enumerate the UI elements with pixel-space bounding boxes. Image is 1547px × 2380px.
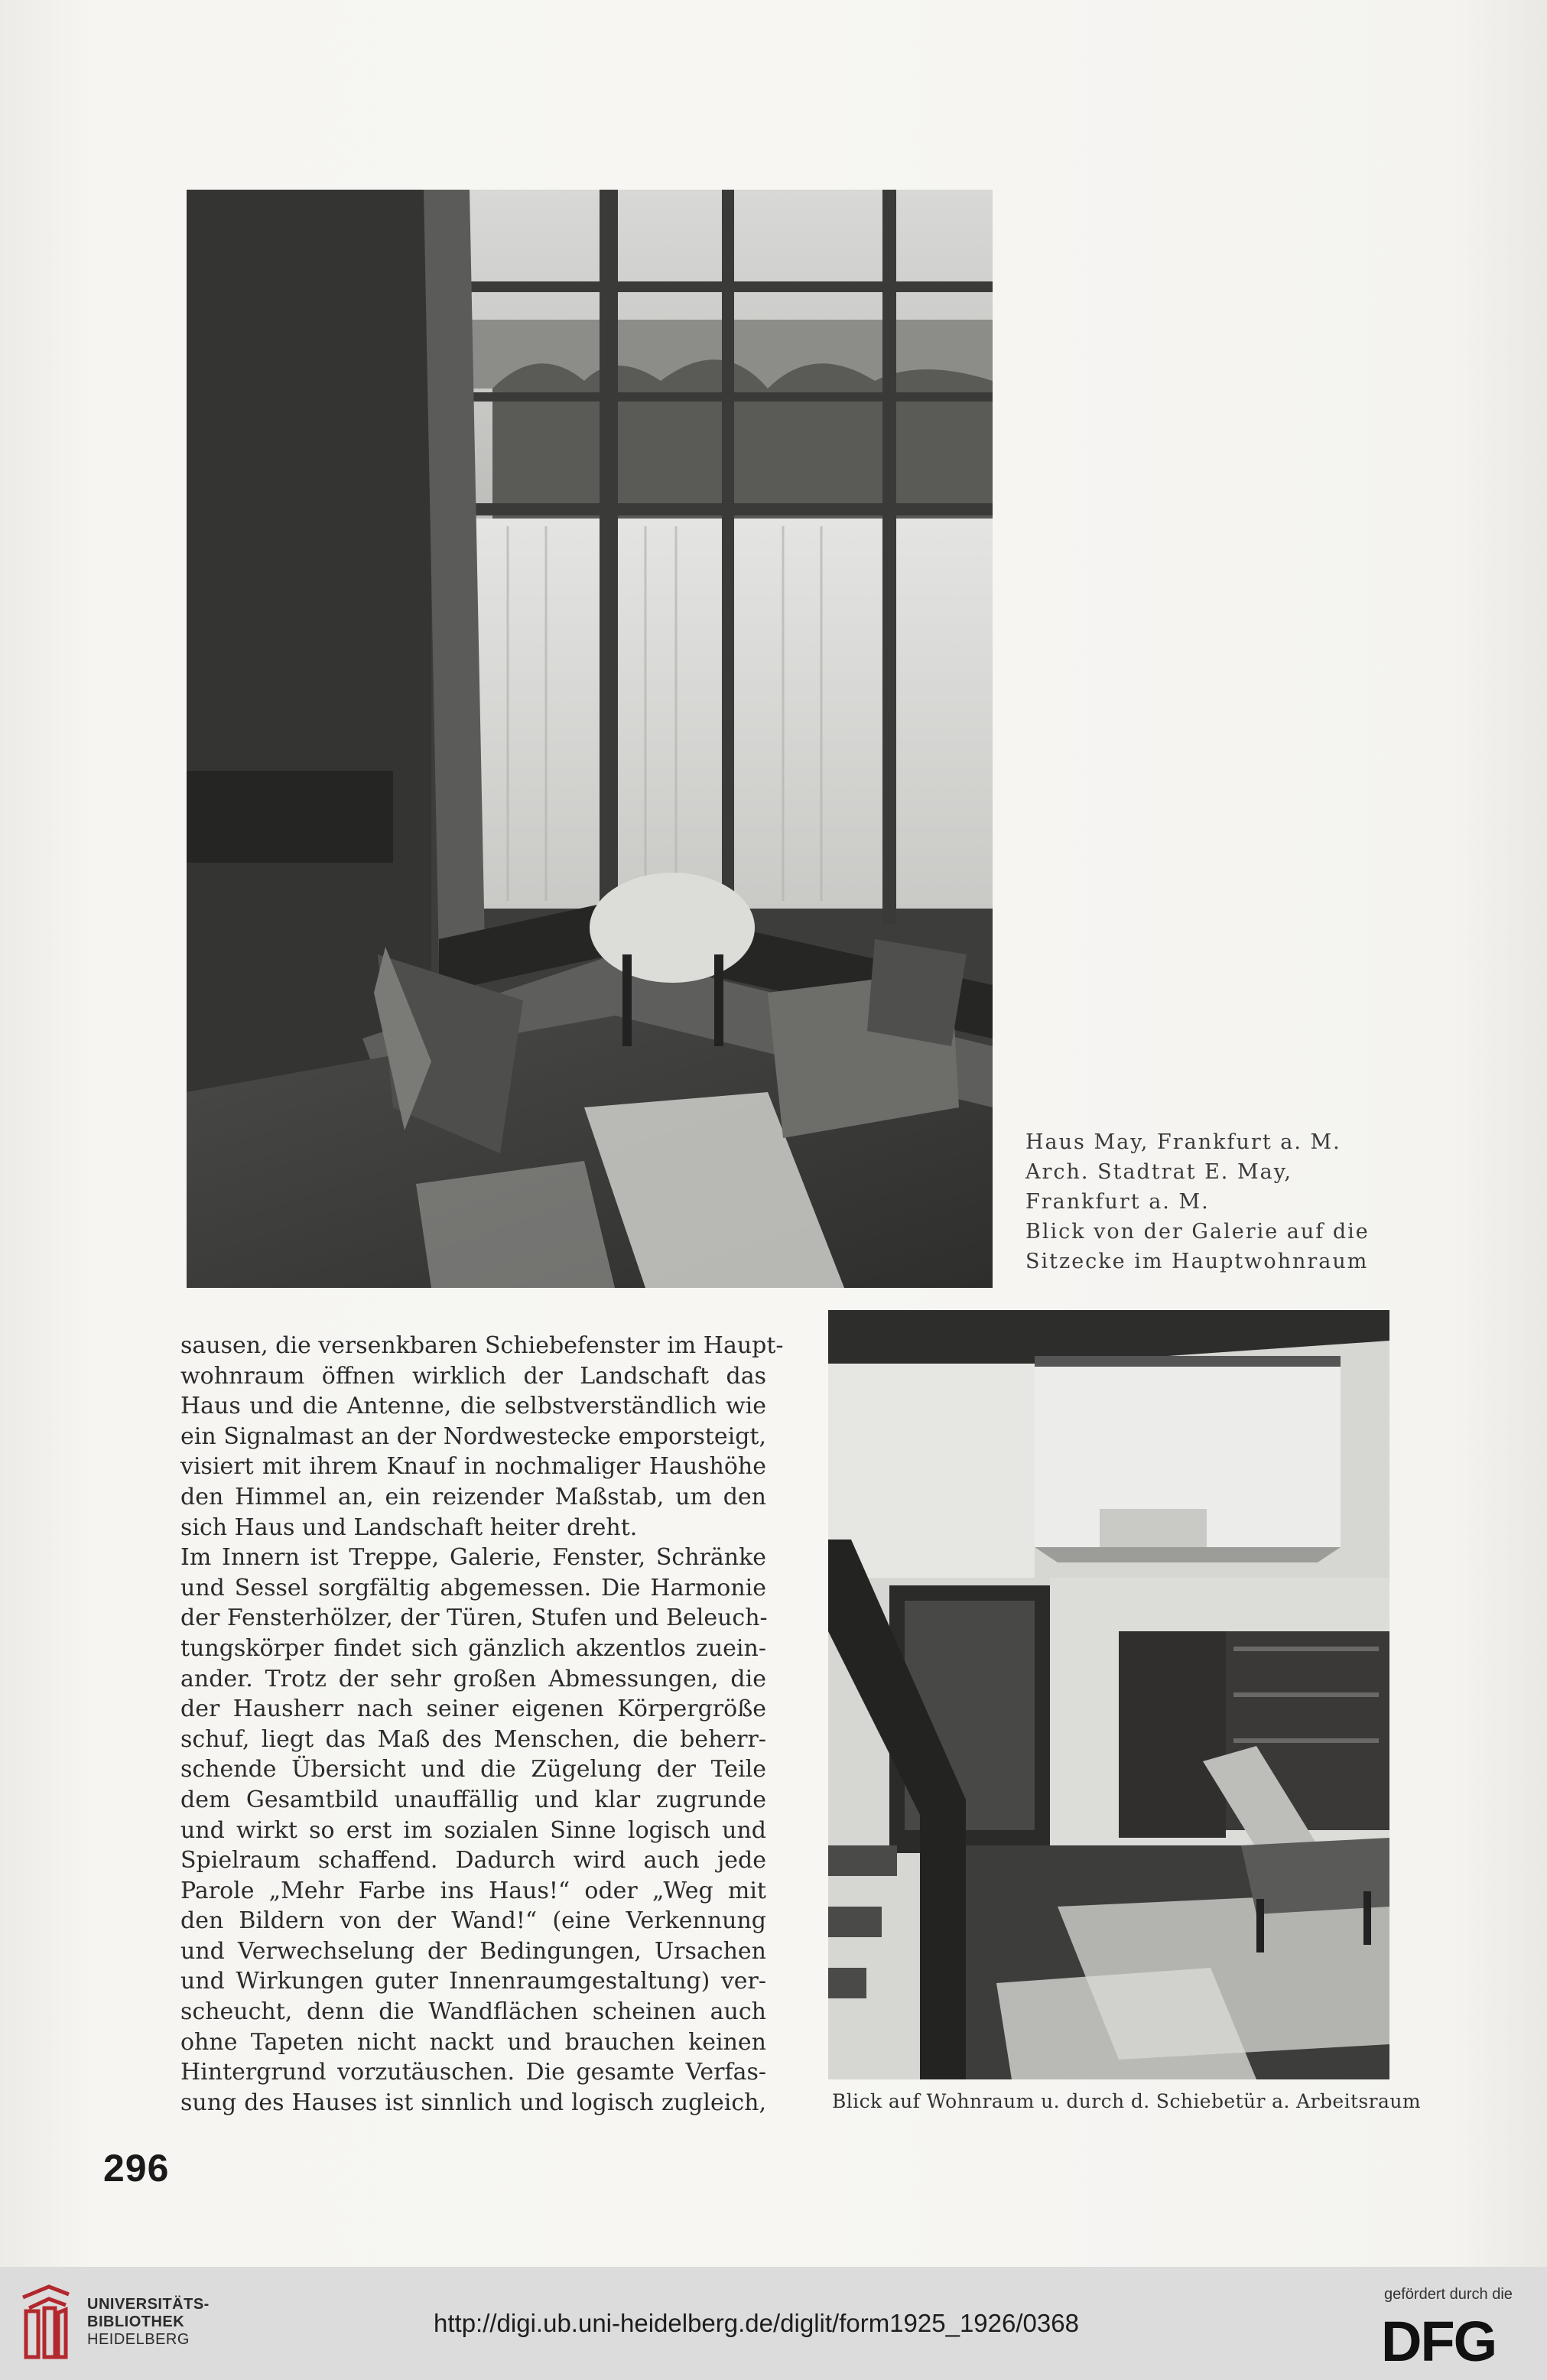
text-line: Im Innern ist Treppe, Galerie, Fenster, Schränke	[180, 1544, 766, 1572]
text-line: Hintergrund vorzutäuschen. Die gesamte Verfas-	[180, 2059, 766, 2086]
funding-label: gefördert durch die	[1384, 2286, 1513, 2303]
caption-line: Sitzecke im Hauptwohnraum	[1025, 1250, 1369, 1273]
text-line: ein Signalmast an der Nordwestecke emporsteigt,	[180, 1422, 766, 1450]
text-line: sausen, die versenkbaren Schiebefenster im Haupt-	[180, 1332, 784, 1359]
photo-sitting-corner	[187, 190, 993, 1288]
dfg-logo: DFG	[1381, 2310, 1497, 2373]
text-line: scheucht, denn die Wandflächen scheinen auch	[180, 1998, 766, 2026]
text-line: schuf, liegt das Maß des Menschen, die beherr-	[180, 1725, 766, 1753]
text-line: wohnraum öffnen wirklich der Landschaft das	[180, 1362, 766, 1390]
body-text-column	[180, 1331, 784, 2118]
text-line: den Himmel an, ein reizender Maßstab, um den	[180, 1483, 766, 1510]
text-line: Parole „Mehr Farbe ins Haus!“ oder „Weg mit	[180, 1877, 766, 1904]
photo-living-room	[828, 1310, 1389, 2079]
text-line: und Sessel sorgfältig abgemessen. Die Harmonie	[180, 1574, 766, 1601]
text-line: und wirkt so erst im sozialen Sinne logisch und	[180, 1816, 766, 1844]
text-line: Spielraum schaffend. Dadurch wird auch jede	[180, 1847, 766, 1874]
text-line: den Bildern von der Wand!“ (eine Verkennung	[180, 1907, 766, 1935]
caption-line: Haus May, Frankfurt a. M.	[1025, 1130, 1341, 1154]
university-library-logo	[18, 2282, 73, 2363]
text-line: sung des Hauses ist sinnlich und logisch zugleich,	[180, 2089, 766, 2116]
text-line: und Wirkungen guter Innenraumgestaltung) ver-	[180, 1968, 766, 1995]
bottom-photo-caption: Blick auf Wohnraum u. durch d. Schiebetür a. Arbeitsraum	[832, 2090, 1421, 2112]
text-line: Haus und die Antenne, die selbstverständlich wie	[180, 1393, 766, 1420]
text-line: tungskörper findet sich gänzlich akzentlos zuein-	[180, 1634, 766, 1662]
library-name-line: HEIDELBERG	[87, 2331, 190, 2348]
text-line: visiert mit ihrem Knauf in nochmaliger Haushöhe	[180, 1453, 766, 1481]
university-library-name	[87, 2296, 210, 2349]
text-line: sich Haus und Landschaft heiter dreht.	[180, 1514, 638, 1541]
caption-line: Blick von der Galerie auf die	[1025, 1220, 1370, 1244]
text-line: ohne Tapeten nicht nackt und brauchen keinen	[180, 2028, 766, 2056]
text-line: schende Übersicht und die Zügelung der Teile	[180, 1756, 766, 1783]
text-line: ander. Trotz der sehr großen Abmessungen, die	[180, 1665, 766, 1692]
library-name-line: BIBLIOTHEK	[87, 2313, 185, 2330]
text-line: und Verwechselung der Bedingungen, Ursachen	[180, 1937, 766, 1965]
text-line: der Fensterhölzer, der Türen, Stufen und Beleuch-	[180, 1605, 768, 1632]
footer-bar	[0, 2267, 1547, 2380]
text-line: dem Gesamtbild unauffällig und klar zugrunde	[180, 1786, 766, 1813]
text-line: der Hausherr nach seiner eigenen Körpergröße	[180, 1696, 766, 1723]
permalink-url[interactable]: http://digi.ub.uni-heidelberg.de/diglit/form1925_1926/0368	[434, 2309, 1079, 2337]
page-number: 296	[103, 2147, 170, 2190]
caption-line: Arch. Stadtrat E. May,	[1025, 1160, 1292, 1184]
top-photo-caption	[1025, 1127, 1385, 1276]
caption-line: Frankfurt a. M.	[1025, 1190, 1210, 1214]
library-name-line: UNIVERSITÄTS-	[87, 2296, 210, 2313]
